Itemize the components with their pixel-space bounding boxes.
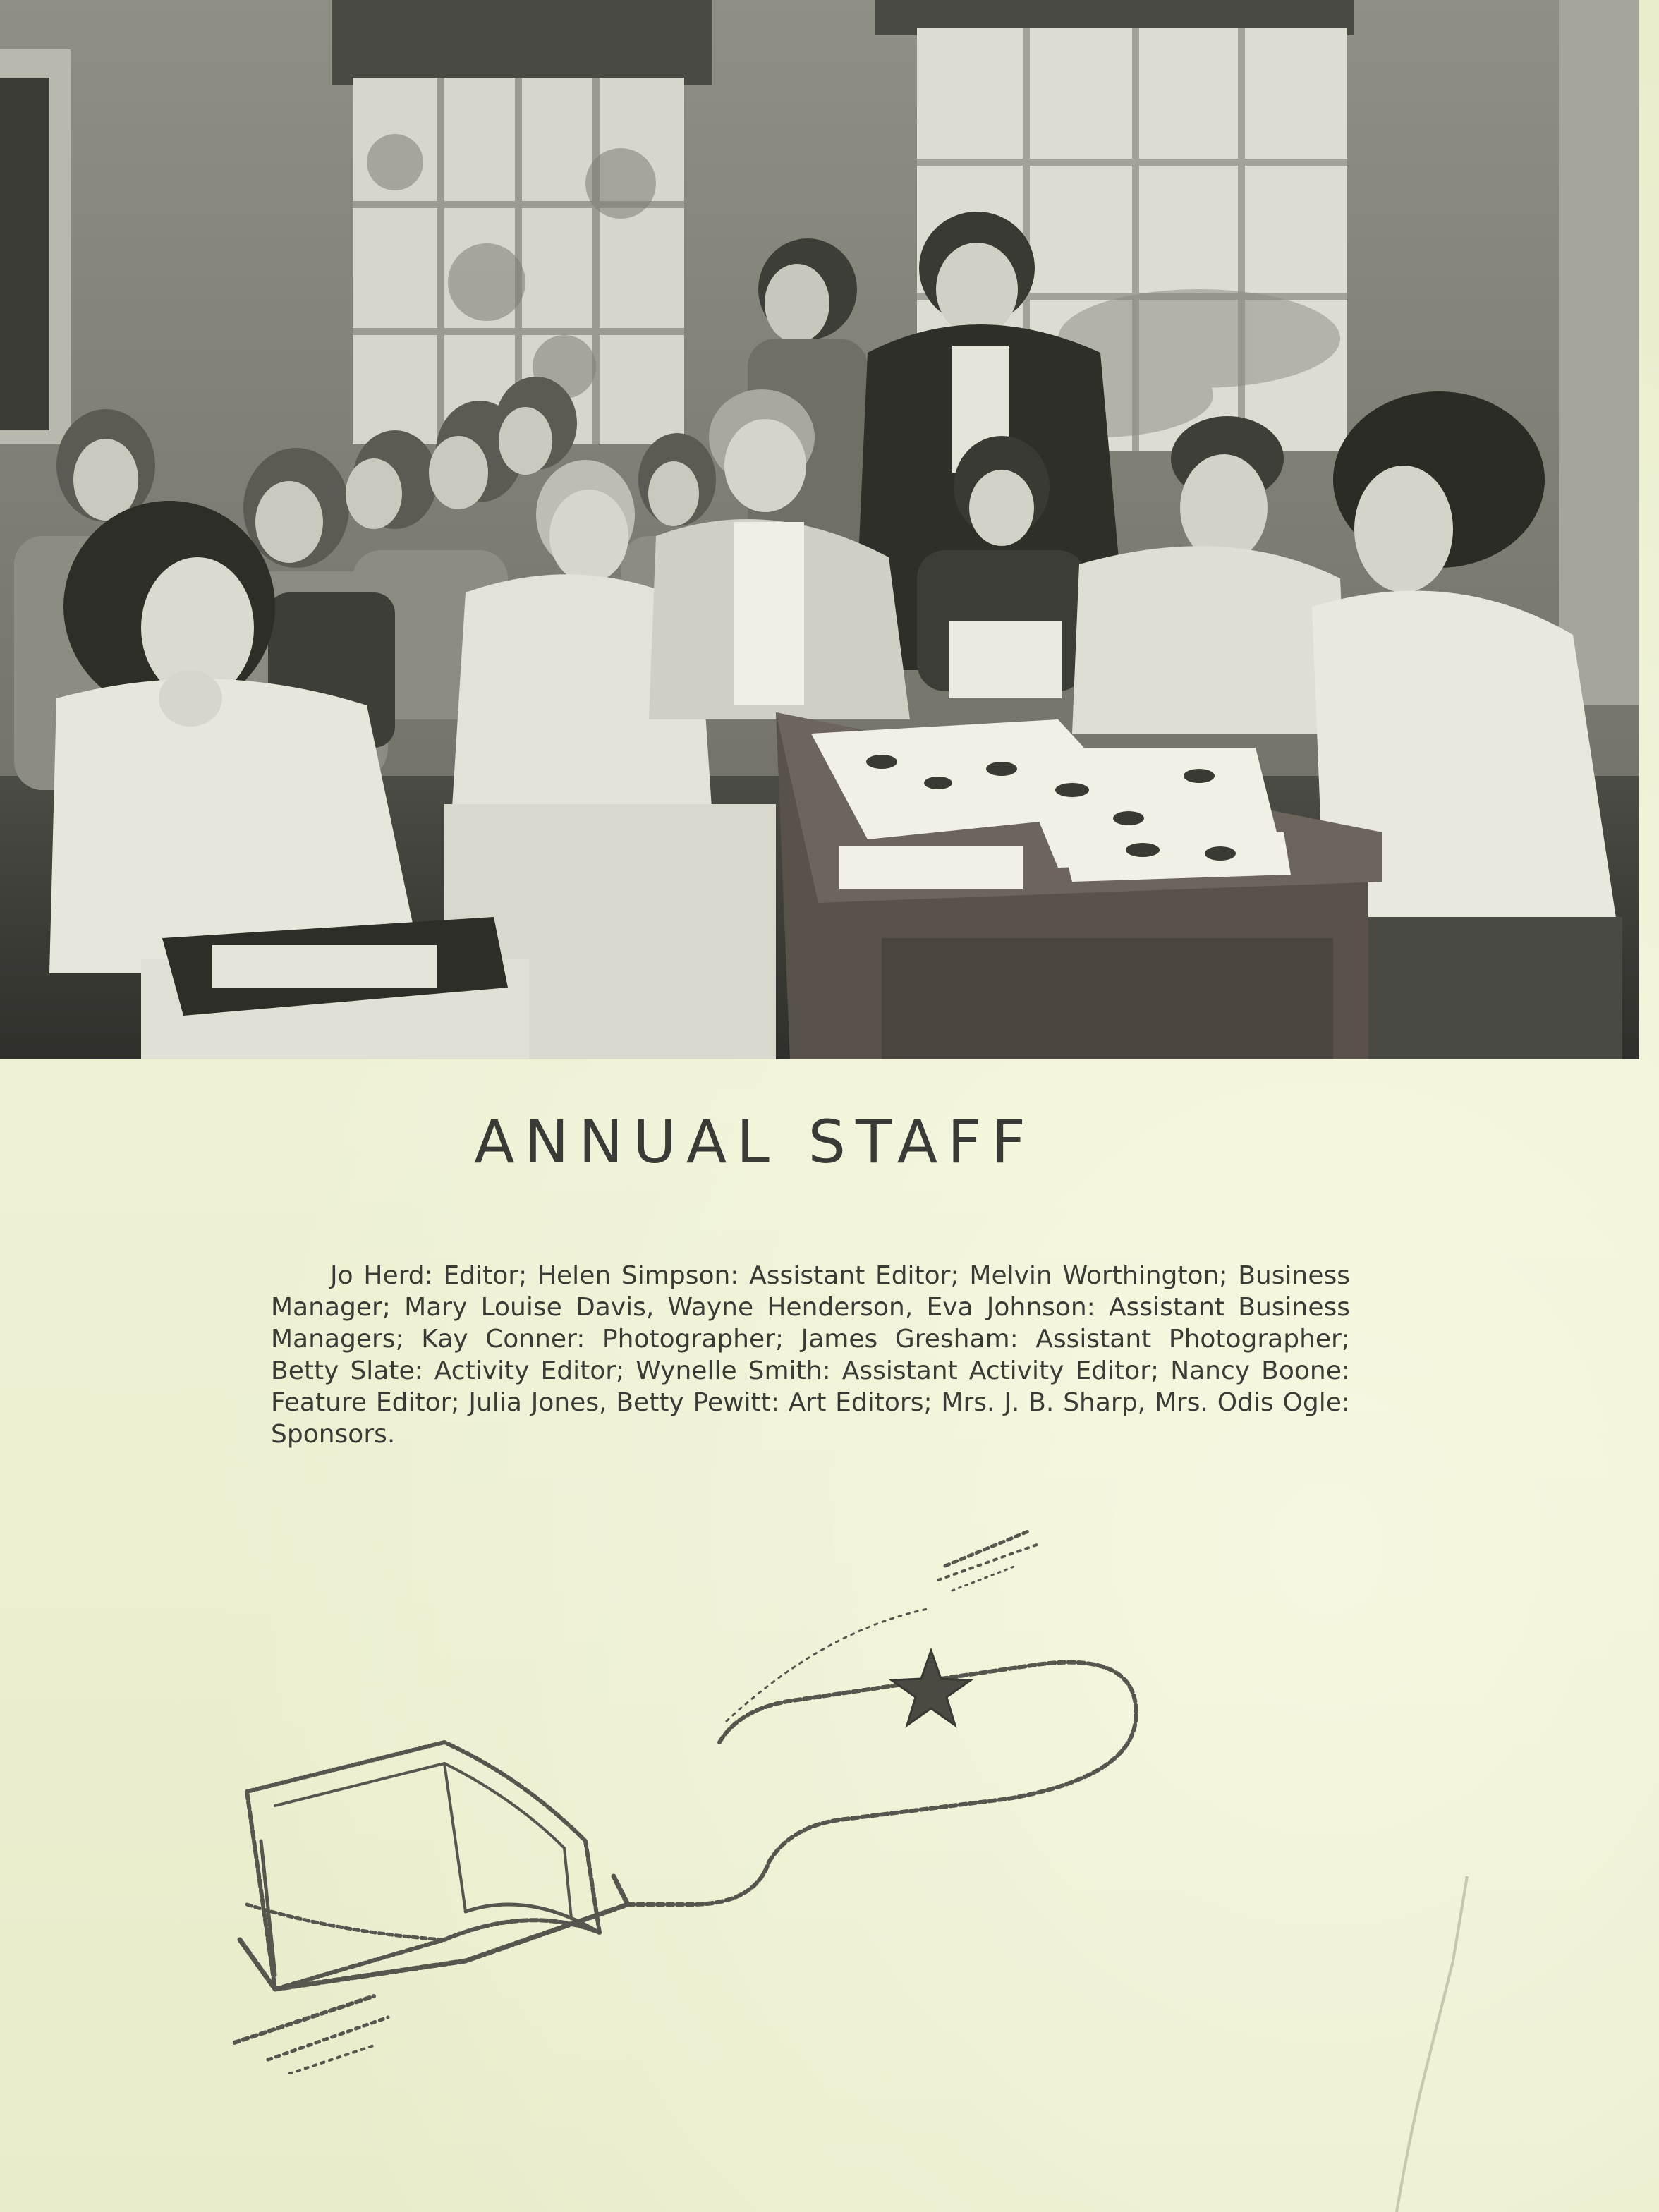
staff-group-photo <box>0 0 1639 1059</box>
page-title: ANNUAL STAFF <box>474 1107 1035 1177</box>
photo-illustration <box>0 0 1639 1059</box>
paper-tear <box>1382 1876 1481 2212</box>
staff-caption: Jo Herd: Editor; Helen Simpson: Assistant Editor; Melvin Worthington; Business Manager; Mary Louise Davis, Wayne Henderson, Eva Johnson: Assistant Business Managers; Kay Conner: Photographer; James Gresham: Assistant Photographer; Betty Slate: Activity Editor; Wynelle Smith: Assistant Activity Editor; Nancy Boone: Feature Editor; Julia Jones, Betty Pewitt: Art Editors; Mrs. J. B. Sharp, Mrs. Odis Ogle: Sponsors. <box>271 1261 1350 1449</box>
flying-book-star-icon <box>233 1509 1164 2074</box>
